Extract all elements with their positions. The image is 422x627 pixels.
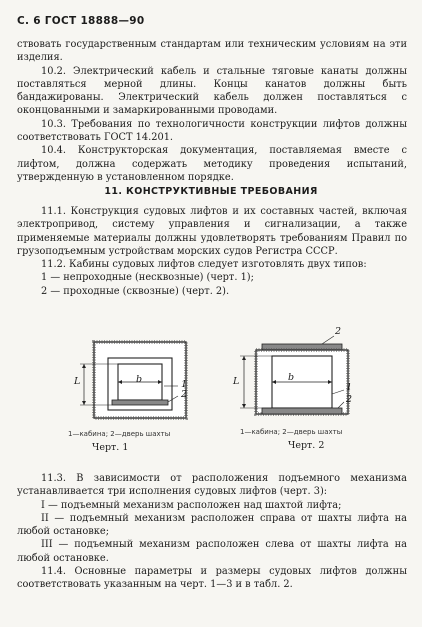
dimension-l-label: L — [74, 376, 81, 387]
callout-1-label: 1 — [181, 379, 188, 390]
paragraph: 2 — проходные (сквозные) (черт. 2). — [41, 285, 230, 297]
figure-2 — [232, 322, 392, 458]
figure-1-title: Черт. 1 — [92, 442, 129, 453]
dimension-b-label: b — [288, 372, 295, 383]
figure-2-drawing — [232, 322, 392, 426]
page-header: С. 6 ГОСТ 18888—90 — [17, 15, 145, 27]
paragraph: ствовать государственным стандартам или техническим условиям на эти изделия. — [17, 39, 407, 64]
dimension-b-label: b — [136, 374, 143, 385]
paragraph: III — подъемный механизм расположен слева от шахты лифта на любой остановке. — [17, 539, 407, 564]
paragraph: 11.2. Кабины судовых лифтов следует изготовлять двух типов: — [41, 259, 367, 271]
figure-2-caption: 1—кабина; 2—дверь шахты — [240, 428, 343, 436]
figure-2-title: Черт. 2 — [288, 440, 325, 451]
paragraph: 11.1. Конструкция судовых лифтов и их составных частей, включая электропривод, систему управления и сигнализации, а также применяемые материалы должны удовлетворять требованиям Правил по грузоподъемным устройствам морских судов Регистра СССР. — [17, 206, 407, 257]
paragraph: 11.3. В зависимости от расположения подъемного механизма устанавливается три исполнения судовых лифтов (черт. 3): — [17, 473, 407, 498]
paragraph: 10.3. Требования по технологичности конструкции лифтов должны соответствовать ГОСТ 14.201. — [17, 118, 407, 144]
callout-2-label: 2 — [181, 389, 188, 400]
paragraph: 11.4. Основные параметры и размеры судовых лифтов должны соответствовать указанным на черт. 1—3 и в табл. 2. — [17, 566, 407, 591]
paragraph: I — подъемный механизм расположен над шахтой лифта; — [41, 499, 342, 511]
callout-2-label: 2 — [335, 326, 342, 337]
paragraph: 10.2. Электрический кабель и стальные тяговые канаты должны поставляться мерной длины. Концы канатов должны быть бандажированы. Электрический кабель должен поставляться с оконцованными и замаркированными проводами. — [17, 65, 407, 117]
text-block-top — [17, 38, 407, 184]
figure-1 — [60, 338, 210, 458]
dimension-l-label: L — [233, 376, 240, 387]
figure-1-caption: 1—кабина; 2—дверь шахты — [68, 430, 171, 438]
figure-1-drawing — [60, 338, 210, 426]
callout-2-label-lower: 2 — [346, 394, 353, 405]
section-title: 11. КОНСТРУКТИВНЫЕ ТРЕБОВАНИЯ — [104, 186, 318, 197]
paragraph: 1 — непроходные (несквозные) (черт. 1); — [41, 272, 254, 284]
callout-1-label: 1 — [346, 382, 353, 393]
text-block-mid — [17, 205, 407, 298]
text-block-bottom — [17, 472, 407, 592]
paragraph: 10.4. Конструкторская документация, поставляемая вместе с лифтом, должна содержать методику проведения испытаний, утвержденную в установленном порядке. — [17, 145, 407, 183]
paragraph: II — подъемный механизм расположен справа от шахты лифта на любой остановке; — [17, 512, 407, 538]
